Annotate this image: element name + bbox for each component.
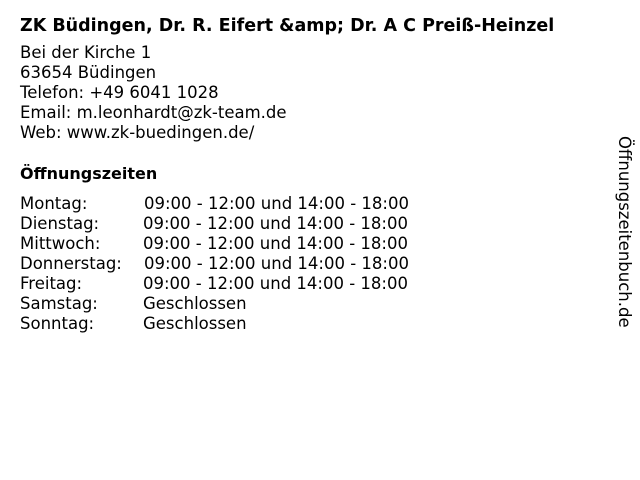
day-label: Montag: bbox=[20, 194, 88, 213]
hours-row-monday bbox=[20, 194, 409, 214]
day-label: Freitag: bbox=[20, 274, 83, 293]
day-label: Mittwoch: bbox=[20, 234, 101, 253]
day-hours: Geschlossen bbox=[143, 314, 247, 333]
website-address: Web: www.zk-buedingen.de/ bbox=[20, 123, 255, 142]
business-title: ZK Büdingen, Dr. R. Eifert &amp; Dr. A C Preiß-Heinzel bbox=[20, 16, 555, 36]
day-label: Donnerstag: bbox=[20, 254, 122, 273]
day-hours: 09:00 - 12:00 und 14:00 - 18:00 bbox=[144, 254, 409, 273]
hours-row-friday bbox=[20, 274, 409, 294]
day-hours: 09:00 - 12:00 und 14:00 - 18:00 bbox=[143, 214, 408, 233]
day-hours: 09:00 - 12:00 und 14:00 - 18:00 bbox=[143, 274, 408, 293]
address-block bbox=[20, 43, 287, 143]
day-label: Sonntag: bbox=[20, 314, 95, 333]
day-label: Dienstag: bbox=[20, 214, 100, 233]
brand-watermark: Öffnungszeitenbuch.de bbox=[615, 136, 634, 328]
hours-row-tuesday bbox=[20, 214, 409, 234]
day-hours: Geschlossen bbox=[143, 294, 247, 313]
hours-row-wednesday bbox=[20, 234, 409, 254]
day-hours: 09:00 - 12:00 und 14:00 - 18:00 bbox=[144, 194, 409, 213]
day-hours: 09:00 - 12:00 und 14:00 - 18:00 bbox=[143, 234, 408, 253]
opening-hours-table bbox=[20, 194, 409, 334]
city-address: 63654 Büdingen bbox=[20, 63, 157, 82]
email-address: Email: m.leonhardt@zk-team.de bbox=[20, 103, 287, 122]
phone-number: Telefon: +49 6041 1028 bbox=[20, 83, 219, 102]
opening-hours-heading: Öffnungszeiten bbox=[20, 164, 158, 183]
street-address: Bei der Kirche 1 bbox=[20, 43, 152, 62]
day-label: Samstag: bbox=[20, 294, 98, 313]
hours-row-sunday bbox=[20, 314, 409, 334]
hours-row-saturday bbox=[20, 294, 409, 314]
hours-row-thursday bbox=[20, 254, 409, 274]
